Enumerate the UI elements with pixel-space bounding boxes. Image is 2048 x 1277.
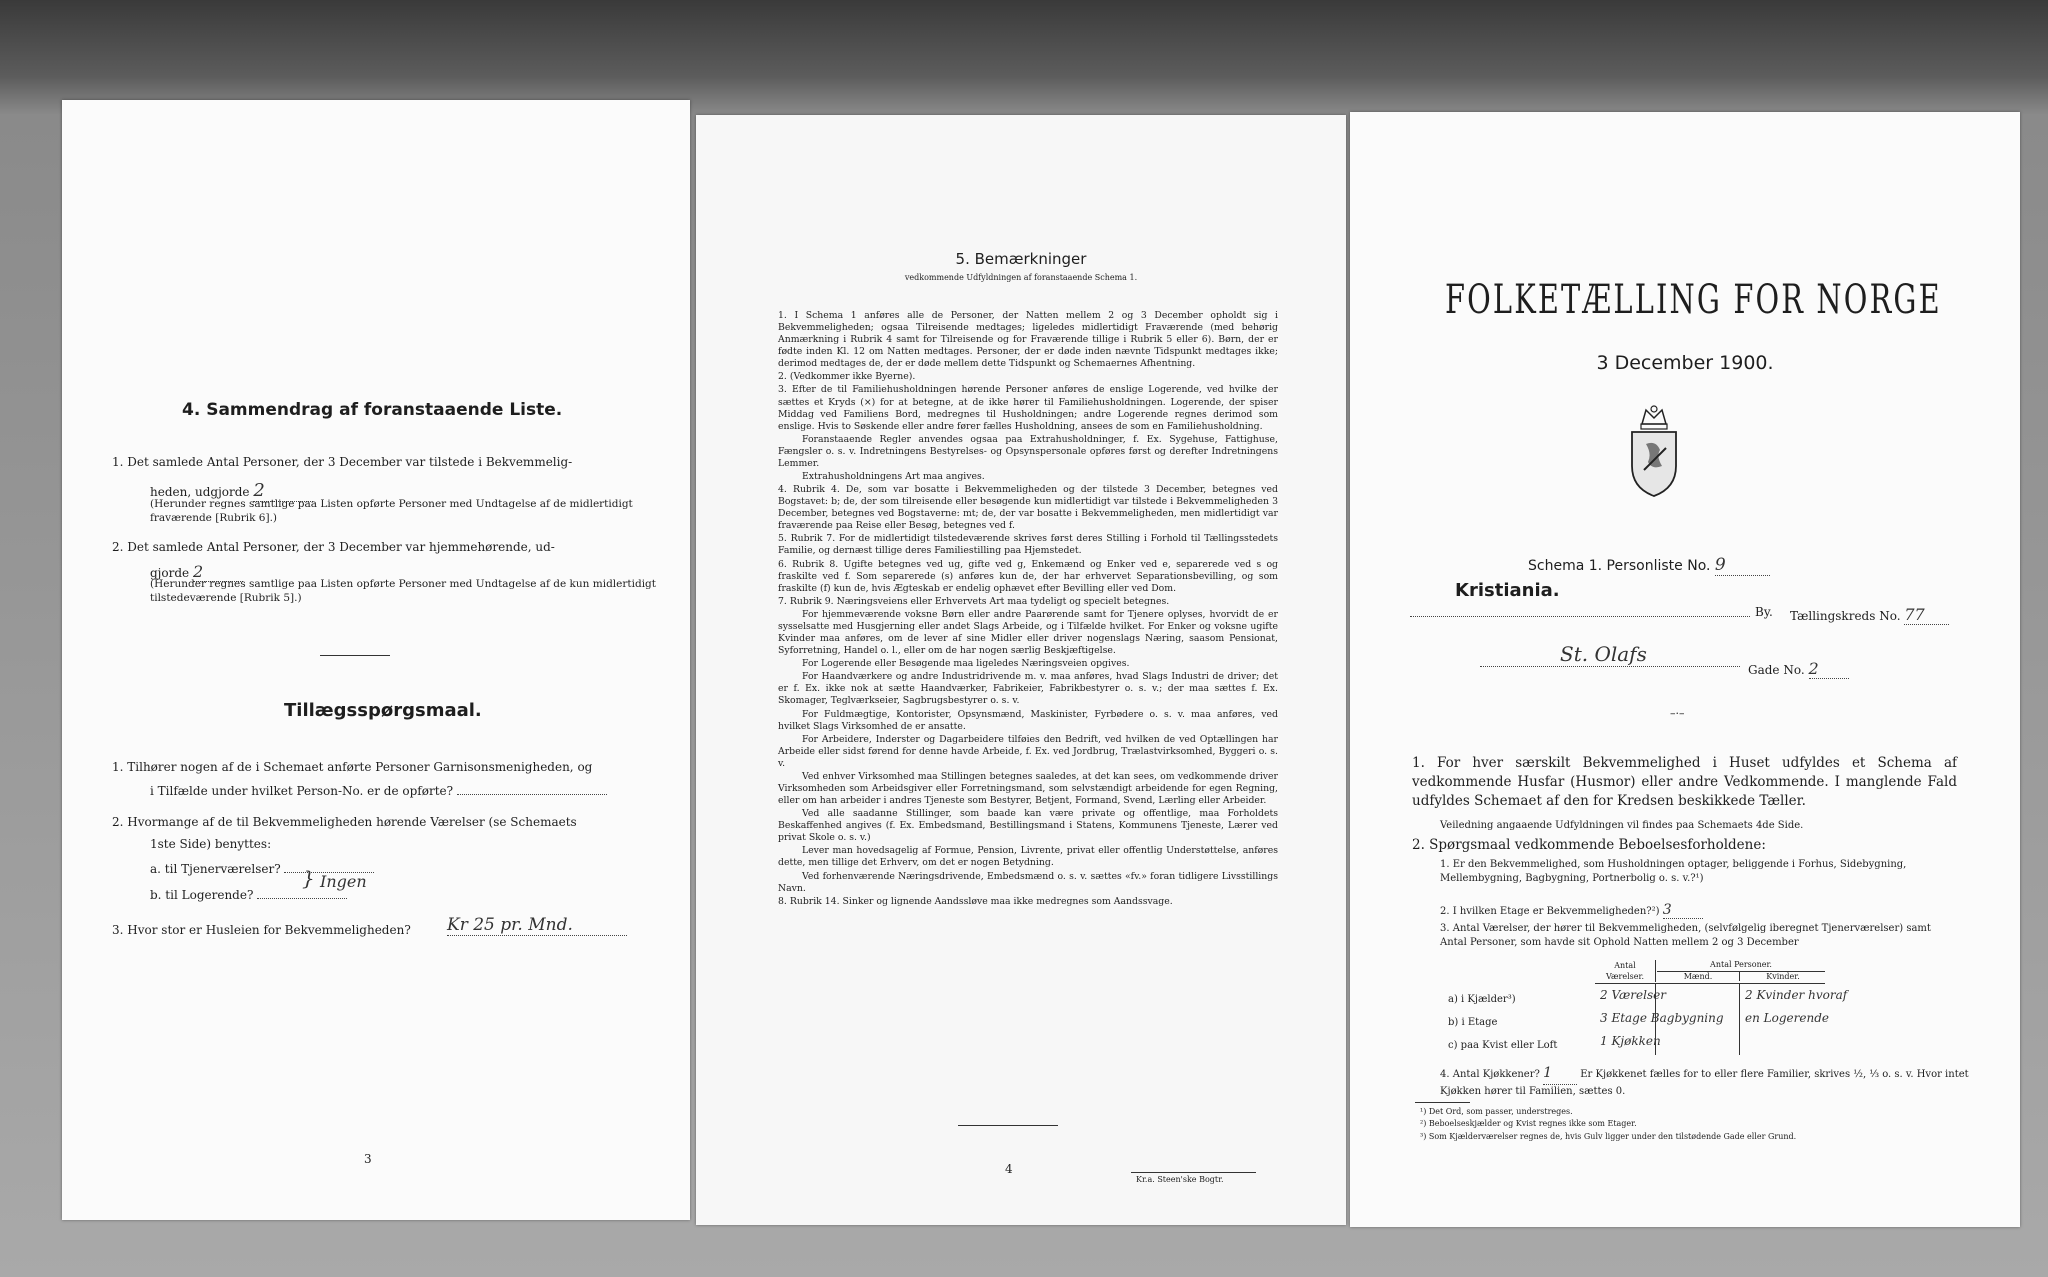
footnote-rule bbox=[1415, 1102, 1470, 1103]
footnote-3: ³) Som Kjælderværelser regnes de, hvis Gulv ligger under den tilstødende Gade eller Grund. bbox=[1420, 1131, 1797, 1141]
remark-7f: For Arbeidere, Inderster og Dagarbeidere tilføies den Bedrift, ved hvilken de ved Optællingen har Arbeide eller sidst førend for denne havde Arbeide, f. Ex. ved Jordbrug, Trælastvirksomhed, Byggeri o. s. v. bbox=[778, 733, 1278, 769]
header-persons: Antal Personer. bbox=[1657, 960, 1825, 972]
s3-text: 3. Hvor stor er Husleien for Bekvemmeligheden? bbox=[112, 923, 411, 937]
table-col-rule-2 bbox=[1739, 983, 1740, 1055]
remark-5: 5. Rubrik 7. For de midlertidigt tilstedeværende skrives først deres Stilling i Forhold til Tællingsstedets Familie, og dernæst tillige deres Familiestilling paa Hjemstedet. bbox=[778, 533, 1278, 557]
brace-mark: } bbox=[302, 866, 315, 890]
divider bbox=[958, 1125, 1058, 1126]
remark-7e: For Fuldmægtige, Kontorister, Opsynsmænd, Maskinister, Fyrbødere o. s. v. maa anføres, ved hvilket Slags Virksomhed de er ansatte. bbox=[778, 708, 1278, 732]
kreds bbox=[1790, 605, 1949, 625]
instruction-2: 2. Spørgsmaal vedkommende Beboelsesforholdene: bbox=[1412, 837, 1766, 853]
remark-7: 7. Rubrik 9. Næringsveiens eller Erhvervets Art maa tydeligt og specielt betegnes. bbox=[778, 595, 1170, 607]
section-4-title: 4. Sammendrag af foranstaaende Liste. bbox=[182, 400, 563, 420]
s1-answer-line bbox=[457, 794, 607, 795]
remark-7h: Ved alle saadanne Stillinger, som baade kan være private og offentlige, maa Forholdets Beskaffenhed angives (f. Ex. Embedsmand, Bestillingsmand i Statens, Kommunens Tjeneste, Lærer ved privat Skole o. s. v.) bbox=[778, 808, 1278, 844]
remark-7b: For hjemmeværende voksne Børn eller andre Paarørende samt for Tjenere oplyses, hvorvidt de er sysselsatte med Husgjerning eller andet Slags Arbeide, og i Tilfælde hvilket. For Enker og voksne ugifte Kvinder maa anføres, om de lever af sine Midler eller driver nogenslags Næring, saasom Pensionat, Syforretning, Handel o. l., eller om de har nogen særlig Beskjæftigelse. bbox=[778, 608, 1278, 657]
left-page bbox=[62, 100, 690, 1220]
street: St. Olafs bbox=[1480, 642, 1740, 667]
question-1: 1. Er den Bekvemmelighed, som Husholdningen optager, beliggende i Forhus, Sidebygning, Mellembygning, Bagbygning, Portnerbolig o. s. v.?¹) bbox=[1440, 859, 1907, 884]
gade-no: 2 bbox=[1809, 659, 1849, 679]
q2-text: 2. Det samlede Antal Personer, der 3 December var hjemmehørende, ud- bbox=[112, 540, 555, 554]
q2-cont-label: gjorde bbox=[150, 566, 190, 580]
remark-7i: Lever man hovedsagelig af Formue, Pension, Livrente, privat eller offentlig Understøttelse, anføres dette, men tillige det Erhverv, om det er nogen Betydning. bbox=[778, 845, 1278, 869]
footnotes bbox=[1420, 1106, 1796, 1143]
row-c-label: c) paa Kvist eller Loft bbox=[1448, 1040, 1558, 1051]
question-2 bbox=[1440, 902, 1703, 919]
remarks-body bbox=[778, 310, 1278, 909]
middle-page bbox=[696, 115, 1346, 1225]
s1-cont bbox=[150, 784, 607, 798]
question-3: 3. Antal Værelser, der hører til Bekvemmeligheden, (selvfølgelig iberegnet Tjenerværelser) samt Antal Personer, som havde sit Ophold Natten mellem 2 og 3 December bbox=[1440, 923, 1931, 948]
question-4-answer: 1 bbox=[1543, 1064, 1577, 1085]
remark-3b: Foranstaaende Regler anvendes ogsaa paa Extrahusholdninger, f. Ex. Sygehuse, Fattighuse, Fængsler o. s. v. Indretningens Bestyrelses- og Opsynspersonale opføres først og derefter Indretningens Lemmer. bbox=[778, 433, 1278, 469]
question-4-cont: Er Kjøkkenet fælles for to eller flere Familier, skrives ½, ⅓ o. s. v. Hvor intet Kjøkken hører til Familien, sættes 0. bbox=[1440, 1069, 1969, 1097]
header-women: Kvinder. bbox=[1766, 972, 1800, 981]
remark-3: 3. Efter de til Familiehusholdningen hørende Personer anføres de enslige Logerende, ved hvilke der sættes et Kryds (×) for at betegne, at de ikke hører til Familiehusholdningen. Logerende, der spiser Middag ved Familiens Bord, medregnes til Husholdningen; andre Logerende regnes derimod som enslige. Hvis to Søskende eller andre fører fælles Husholdning, ansees de som en Familiehusholdning. bbox=[778, 384, 1278, 432]
remark-2: 2. (Vedkommer ikke Byerne). bbox=[778, 371, 916, 383]
remark-8: 8. Rubrik 14. Sinker og lignende Aandssløve maa ikke medregnes som Aandssvage. bbox=[778, 895, 1173, 907]
kreds-label: Tællingskreds No. bbox=[1790, 609, 1901, 623]
row-b-rooms: 3 Etage Bagbygning bbox=[1600, 1011, 1724, 1025]
gade-label: Gade No. bbox=[1748, 663, 1805, 677]
question-4-label: 4. Antal Kjøkkener? bbox=[1440, 1069, 1540, 1080]
remark-7g: Ved enhver Virksomhed maa Stillingen betegnes saaledes, at det kan sees, om vedkommende driver Virksomheden som Arbeidsgiver eller Forretningsmand, som selvstændigt arbeidende for egen Regning, eller om han arbeider i andres Tjeneste som Bestyrer, Betjent, Formand, Svend, Lærling eller Arbeider. bbox=[778, 770, 1278, 807]
header-men: Mænd. bbox=[1657, 972, 1740, 981]
remark-3c: Extrahusholdningens Art maa angives. bbox=[802, 471, 985, 483]
instruction-1: 1. For hver særskilt Bekvemmelighed i Huset udfyldes et Schema af vedkommende Husfar (Husmor) eller andre Vedkommende. I manglende Fald udfyldes Schemaet af den for Kredsen beskikkede Tæller. bbox=[1412, 755, 1957, 809]
footnote-1: ¹) Det Ord, som passer, understreges. bbox=[1420, 1107, 1573, 1116]
schema-line bbox=[1528, 555, 1770, 576]
remarks-title: 5. Bemærkninger bbox=[955, 250, 1087, 268]
remark-4: 4. Rubrik 4. De, som var bosatte i Bekvemmeligheden og der tilstede 3 December, betegnes ved Bogstavet: b; de, der som tilreisende eller besøgende kun midlertidigt var tilstede i Bekvemmeligheden 3 December, betegnes ved Bogstaverne: mt; de, der var bosatte i Bekvemmeligheden, men midlertidigt var fraværende paa Reise eller Besøg, betegnes ved f. bbox=[778, 484, 1278, 532]
q1-note: (Herunder regnes samtlige paa Listen opførte Personer med Undtagelse af de midlertidigt fraværende [Rubrik 6].) bbox=[150, 498, 633, 524]
city: Kristiania. bbox=[1455, 580, 1560, 601]
s2-text: 2. Hvormange af de til Bekvemmeligheden hørende Værelser (se Schemaets bbox=[112, 815, 577, 829]
remarks-subtitle: vedkommende Udfyldningen af foranstaaende Schema 1. bbox=[904, 273, 1138, 282]
page-number-4: 4 bbox=[1005, 1162, 1013, 1176]
remark-7d: For Haandværkere og andre Industridrivende m. v. maa anføres, hvad Slags Industri de driver; det er f. Ex. ikke nok at sætte Haandværker, Fabrikeier, Fabrikbestyrer o. s. v.; der maa sættes f. Ex. Skomager, Teglværkseier, Sagbrugsbestyrer o. s. v. bbox=[778, 671, 1278, 707]
q1-text: 1. Det samlede Antal Personer, der 3 December var tilstede i Bekvemmelig- bbox=[112, 455, 573, 469]
q2-note: (Herunder regnes samtlige paa Listen opførte Personer med Undtagelse af de kun midlertidigt tilstedeværende [Rubrik 5].) bbox=[150, 578, 656, 604]
s2-answer: Ingen bbox=[320, 872, 367, 891]
row-c-rooms: 1 Kjøkken bbox=[1600, 1034, 1661, 1048]
gade bbox=[1748, 659, 1849, 679]
footnote-2: ²) Beboelseskjælder og Kvist regnes ikke som Etager. bbox=[1420, 1119, 1637, 1129]
header-rooms: Antal Værelser. bbox=[1595, 960, 1656, 982]
kreds-no: 77 bbox=[1904, 605, 1949, 625]
remark-7j: Ved forhenværende Næringsdrivende, Embedsmænd o. s. v. sættes «fv.» foran tidligere Livsstillings Navn. bbox=[778, 870, 1278, 894]
question-4 bbox=[1440, 1064, 1970, 1099]
row-b-women: en Logerende bbox=[1745, 1011, 1829, 1025]
printer-mark: Kr.a. Steen'ske Bogtr. bbox=[1136, 1175, 1224, 1184]
table-header-rule bbox=[1595, 983, 1825, 984]
supp-title: Tillægsspørgsmaal. bbox=[284, 700, 482, 721]
page-number-3: 3 bbox=[364, 1152, 372, 1166]
city-line bbox=[1410, 616, 1750, 617]
census-title: FOLKETÆLLING FOR NORGE bbox=[1445, 277, 1942, 323]
divider bbox=[320, 655, 390, 656]
q1-cont-label: heden, udgjorde bbox=[150, 485, 250, 499]
s2-cont: 1ste Side) benyttes: bbox=[150, 837, 272, 851]
coat-of-arms-icon bbox=[1622, 404, 1686, 500]
row-a-label: a) i Kjælder³) bbox=[1448, 994, 1516, 1005]
s3-answer: Kr 25 pr. Mnd. bbox=[447, 915, 627, 936]
remark-1: 1. I Schema 1 anføres alle de Personer, der Natten mellem 2 og 3 December opholdt sig i Bekvemmeligheden; ogsaa Tilreisende medtages; ligeledes midlertidigt Fraværende (med behørig Anmærkning i Rubrik 4 samt for Tilreisende og for Fraværende tillige i Rubrik 5 eller 6). Børn, der er fødte inden Kl. 12 om Natten medtages. Personer, der er døde inden nævnte Tidspunkt medtages ikke; derimod medtages de, der er døde mellem dette Tidspunkt og Schemaernes Afhentning. bbox=[778, 310, 1278, 370]
ornament-divider: –·– bbox=[1670, 707, 1685, 720]
q1-answer: 2 bbox=[253, 480, 313, 502]
personliste-no: 9 bbox=[1715, 555, 1770, 576]
s2b bbox=[150, 888, 347, 902]
schema-label: Schema 1. Personliste No. bbox=[1528, 558, 1711, 574]
remark-6: 6. Rubrik 8. Ugifte betegnes ved ug, gifte ved g, Enkemænd og Enker ved e, separerede ved s og fraskilte ved f. Som separerede (s) anføres kun de, der har erhvervet Separationsbevilling, og som fraskilte (f) kun de, hvis Ægteskab er endelig ophævet efter Bevilling eller ved Dom. bbox=[778, 558, 1278, 594]
s2a-label: a. til Tjenerværelser? bbox=[150, 862, 281, 876]
printer-rule bbox=[1131, 1172, 1256, 1173]
row-b-label: b) i Etage bbox=[1448, 1017, 1498, 1028]
remark-7c: For Logerende eller Besøgende maa ligeledes Næringsveien opgives. bbox=[802, 658, 1130, 670]
s1-cont-label: i Tilfælde under hvilket Person-No. er de opførte? bbox=[150, 784, 454, 798]
s2b-label: b. til Logerende? bbox=[150, 888, 254, 902]
row-a-women: 2 Kvinder hvoraf bbox=[1745, 988, 1848, 1002]
census-date: 3 December 1900. bbox=[1596, 352, 1774, 374]
question-2-answer: 3 bbox=[1663, 902, 1703, 919]
instruction-1-note: Veiledning angaaende Udfyldningen vil findes paa Schemaets 4de Side. bbox=[1440, 820, 1804, 831]
s1-text: 1. Tilhører nogen af de i Schemaet anførte Personer Garnisonsmenigheden, og bbox=[112, 760, 593, 774]
s2b-line bbox=[257, 898, 347, 899]
row-a-rooms: 2 Værelser bbox=[1600, 988, 1666, 1002]
question-2-label: 2. I hvilken Etage er Bekvemmeligheden?²) bbox=[1440, 906, 1660, 917]
q2-answer: 2 bbox=[193, 562, 243, 582]
by-label: By. bbox=[1755, 605, 1773, 619]
right-page bbox=[1350, 112, 2020, 1227]
